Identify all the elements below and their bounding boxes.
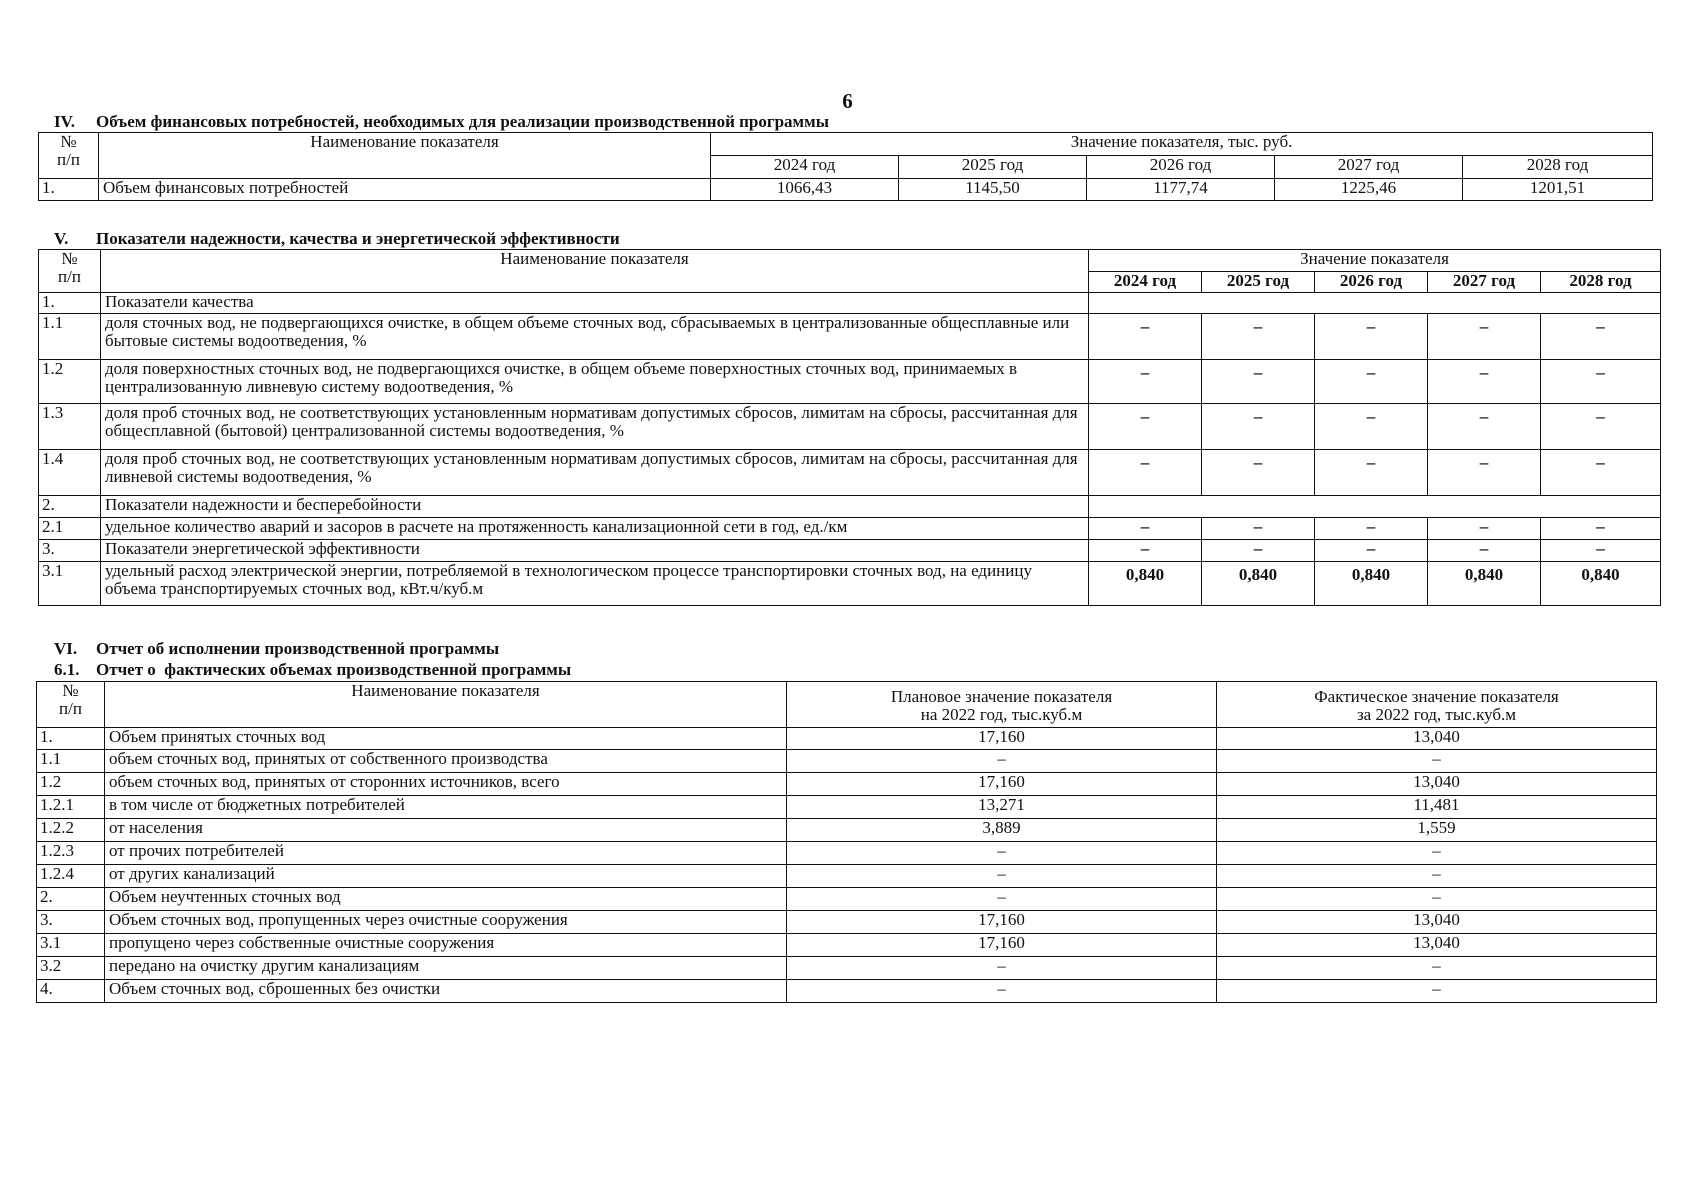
- row-fact-value: 13,040: [1217, 911, 1657, 934]
- table-row: [39, 314, 1661, 360]
- year-header: 2025 год: [899, 156, 1087, 179]
- row-plan-value: 17,160: [787, 773, 1217, 796]
- table-row: [37, 957, 1657, 980]
- table-row: [39, 518, 1661, 540]
- col-header-name: Наименование показателя: [99, 133, 711, 179]
- row-name: в том числе от бюджетных потребителей: [105, 796, 787, 819]
- row-fact-value: 13,040: [1217, 728, 1657, 750]
- row-value: 0,840: [1541, 562, 1661, 606]
- row-name: доля сточных вод, не подвергающихся очистке, в общем объеме сточных вод, сбрасываемых в централизованные общесплавные или бытовые системы водоотведения, %: [101, 314, 1089, 360]
- table-row: [39, 179, 1653, 201]
- row-value: –: [1541, 360, 1661, 404]
- row-number: 1.2: [37, 773, 105, 796]
- row-name: Объем неучтенных сточных вод: [105, 888, 787, 911]
- row-plan-value: 3,889: [787, 819, 1217, 842]
- row-value: 1201,51: [1463, 179, 1653, 201]
- page-number: 6: [842, 89, 853, 113]
- row-plan-value: 17,160: [787, 728, 1217, 750]
- row-number: 1.2.4: [37, 865, 105, 888]
- row-value: –: [1315, 360, 1428, 404]
- table-row: [37, 842, 1657, 865]
- section-5-number: V.: [54, 229, 69, 248]
- table-row: [37, 796, 1657, 819]
- row-number: 4.: [37, 980, 105, 1003]
- col-header-no: № п/п: [37, 682, 105, 728]
- row-number: 3.1: [37, 934, 105, 957]
- row-plan-value: 13,271: [787, 796, 1217, 819]
- row-plan-value: –: [787, 842, 1217, 865]
- row-value: –: [1315, 540, 1428, 562]
- row-name: доля проб сточных вод, не соответствующих установленным нормативам допустимых сбросов, лимитам на сбросы, рассчитанная для ливневой системы водоотведения, %: [101, 450, 1089, 496]
- section-6-1-heading: Отчет о фактических объемах производственной программы: [96, 660, 572, 679]
- row-value: –: [1541, 314, 1661, 360]
- year-header: 2026 год: [1315, 272, 1428, 293]
- row-number: 3.1: [39, 562, 101, 606]
- section-5-heading: Показатели надежности, качества и энергетической эффективности: [96, 229, 620, 248]
- row-value: –: [1202, 360, 1315, 404]
- col-header-value: Значение показателя: [1089, 250, 1661, 272]
- row-name: от прочих потребителей: [105, 842, 787, 865]
- table-row: [39, 540, 1661, 562]
- row-value: –: [1315, 450, 1428, 496]
- row-number: 3.: [37, 911, 105, 934]
- section-5-title: [38, 230, 620, 248]
- row-name: доля проб сточных вод, не соответствующих установленным нормативам допустимых сбросов, лимитам на сбросы, рассчитанная для общесплавной (бытовой) централизованной системы водоотведения, %: [101, 404, 1089, 450]
- row-value: –: [1089, 518, 1202, 540]
- row-name: от других канализаций: [105, 865, 787, 888]
- row-value: –: [1541, 450, 1661, 496]
- row-value: –: [1202, 314, 1315, 360]
- row-name: объем сточных вод, принятых от собственного производства: [105, 750, 787, 773]
- row-plan-value: 17,160: [787, 911, 1217, 934]
- row-name: Объем финансовых потребностей: [99, 179, 711, 201]
- row-value: –: [1202, 450, 1315, 496]
- row-value: –: [1089, 540, 1202, 562]
- table-row: [37, 865, 1657, 888]
- row-value: –: [1541, 404, 1661, 450]
- row-value: 1145,50: [899, 179, 1087, 201]
- row-plan-value: –: [787, 888, 1217, 911]
- row-name: от населения: [105, 819, 787, 842]
- year-header: 2024 год: [711, 156, 899, 179]
- col-header-fact: Фактическое значение показателя за 2022 год, тыс.куб.м: [1217, 682, 1657, 728]
- year-header: 2027 год: [1428, 272, 1541, 293]
- row-name: Показатели надежности и бесперебойности: [101, 496, 1089, 518]
- financial-needs-table: [38, 132, 1653, 201]
- row-fact-value: –: [1217, 980, 1657, 1003]
- row-value-empty: [1089, 496, 1661, 518]
- row-value: –: [1428, 314, 1541, 360]
- col-header-value: Значение показателя, тыс. руб.: [711, 133, 1653, 156]
- row-name: Показатели энергетической эффективности: [101, 540, 1089, 562]
- row-number: 1.: [39, 293, 101, 314]
- production-volumes-table: [36, 681, 1657, 1003]
- row-number: 2.: [39, 496, 101, 518]
- row-value: 1225,46: [1275, 179, 1463, 201]
- row-fact-value: –: [1217, 842, 1657, 865]
- section-4-number: IV.: [54, 112, 75, 131]
- row-number: 1.2.2: [37, 819, 105, 842]
- col-header-name: Наименование показателя: [105, 682, 787, 728]
- row-value: –: [1541, 540, 1661, 562]
- row-fact-value: –: [1217, 888, 1657, 911]
- row-name: Объем сточных вод, пропущенных через очистные сооружения: [105, 911, 787, 934]
- table-row: [37, 728, 1657, 750]
- row-fact-value: 11,481: [1217, 796, 1657, 819]
- section-6-1-title: [38, 661, 571, 679]
- year-header: 2028 год: [1541, 272, 1661, 293]
- section-6-heading: Отчет об исполнении производственной программы: [96, 639, 500, 658]
- row-plan-value: –: [787, 980, 1217, 1003]
- row-name: передано на очистку другим канализациям: [105, 957, 787, 980]
- row-number: 1.1: [39, 314, 101, 360]
- row-number: 1.: [39, 179, 99, 201]
- section-4-title: [38, 113, 829, 131]
- row-value: –: [1428, 540, 1541, 562]
- year-header: 2024 год: [1089, 272, 1202, 293]
- row-value: –: [1315, 404, 1428, 450]
- row-number: 1.3: [39, 404, 101, 450]
- row-value: 1066,43: [711, 179, 899, 201]
- row-value: –: [1089, 360, 1202, 404]
- table-row: [37, 888, 1657, 911]
- table-row: [37, 773, 1657, 796]
- table-row: [39, 293, 1661, 314]
- row-number: 1.2.1: [37, 796, 105, 819]
- quality-indicators-table: [38, 249, 1661, 606]
- row-number: 1.: [37, 728, 105, 750]
- row-plan-value: 17,160: [787, 934, 1217, 957]
- table-row: [37, 934, 1657, 957]
- table-row: [39, 450, 1661, 496]
- section-6-title: [38, 640, 499, 658]
- row-value: 0,840: [1089, 562, 1202, 606]
- row-value: –: [1202, 518, 1315, 540]
- row-fact-value: –: [1217, 957, 1657, 980]
- section-4-heading: Объем финансовых потребностей, необходимых для реализации производственной программы: [96, 112, 829, 131]
- row-value: 0,840: [1202, 562, 1315, 606]
- row-value: –: [1541, 518, 1661, 540]
- row-number: 2.1: [39, 518, 101, 540]
- col-header-name: Наименование показателя: [101, 250, 1089, 293]
- row-name: удельный расход электрической энергии, потребляемой в технологическом процессе транспортировки сточных вод, на единицу объема транспортируемых сточных вод, кВт.ч/куб.м: [101, 562, 1089, 606]
- row-number: 3.: [39, 540, 101, 562]
- row-value: –: [1315, 518, 1428, 540]
- section-6-number: VI.: [54, 639, 78, 658]
- row-name: Объем сточных вод, сброшенных без очистки: [105, 980, 787, 1003]
- row-fact-value: 13,040: [1217, 773, 1657, 796]
- row-plan-value: –: [787, 750, 1217, 773]
- row-number: 1.2.3: [37, 842, 105, 865]
- year-header: 2026 год: [1087, 156, 1275, 179]
- row-fact-value: 13,040: [1217, 934, 1657, 957]
- row-value: –: [1089, 450, 1202, 496]
- col-header-no: № п/п: [39, 250, 101, 293]
- row-value: –: [1089, 314, 1202, 360]
- row-plan-value: –: [787, 957, 1217, 980]
- year-header: 2028 год: [1463, 156, 1653, 179]
- row-number: 1.4: [39, 450, 101, 496]
- table-row: [39, 562, 1661, 606]
- row-value: –: [1202, 540, 1315, 562]
- row-fact-value: –: [1217, 750, 1657, 773]
- row-name: удельное количество аварий и засоров в расчете на протяженность канализационной сети в год, ед./км: [101, 518, 1089, 540]
- col-header-no: № п/п: [39, 133, 99, 179]
- row-name: Объем принятых сточных вод: [105, 728, 787, 750]
- row-value-empty: [1089, 293, 1661, 314]
- year-header: 2027 год: [1275, 156, 1463, 179]
- row-name: объем сточных вод, принятых от сторонних источников, всего: [105, 773, 787, 796]
- row-value: –: [1428, 360, 1541, 404]
- row-number: 1.1: [37, 750, 105, 773]
- table-row: [37, 750, 1657, 773]
- row-name: Показатели качества: [101, 293, 1089, 314]
- row-number: 1.2: [39, 360, 101, 404]
- row-number: 2.: [37, 888, 105, 911]
- row-value: 1177,74: [1087, 179, 1275, 201]
- row-value: –: [1428, 404, 1541, 450]
- row-name: пропущено через собственные очистные сооружения: [105, 934, 787, 957]
- table-row: [37, 911, 1657, 934]
- row-value: –: [1315, 314, 1428, 360]
- row-value: –: [1202, 404, 1315, 450]
- table-row: [39, 496, 1661, 518]
- section-6-1-number: 6.1.: [54, 660, 80, 679]
- row-fact-value: 1,559: [1217, 819, 1657, 842]
- row-value: –: [1089, 404, 1202, 450]
- row-value: 0,840: [1315, 562, 1428, 606]
- row-value: –: [1428, 518, 1541, 540]
- table-row: [39, 360, 1661, 404]
- row-plan-value: –: [787, 865, 1217, 888]
- table-row: [39, 404, 1661, 450]
- row-value: –: [1428, 450, 1541, 496]
- col-header-plan: Плановое значение показателя на 2022 год, тыс.куб.м: [787, 682, 1217, 728]
- table-row: [37, 980, 1657, 1003]
- row-fact-value: –: [1217, 865, 1657, 888]
- row-number: 3.2: [37, 957, 105, 980]
- row-name: доля поверхностных сточных вод, не подвергающихся очистке, в общем объеме поверхностных сточных вод, принимаемых в централизованную ливневую систему водоотведения, %: [101, 360, 1089, 404]
- table-row: [37, 819, 1657, 842]
- row-value: 0,840: [1428, 562, 1541, 606]
- year-header: 2025 год: [1202, 272, 1315, 293]
